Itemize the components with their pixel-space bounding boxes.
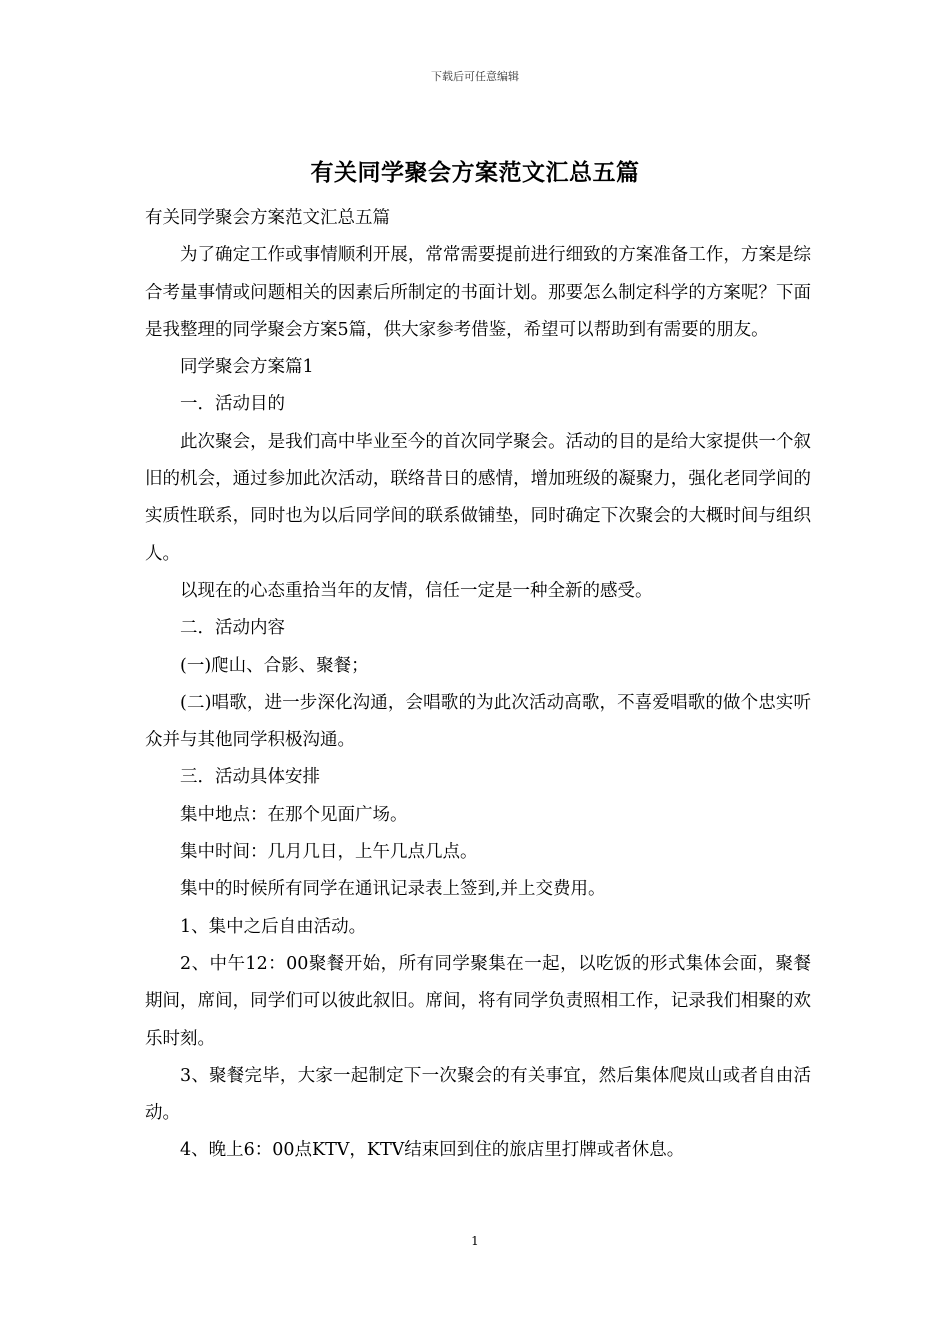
schedule-step-4: 4、晚上6：00点KTV，KTV结束回到住的旅店里打牌或者休息。 — [180, 1140, 685, 1161]
header-note: 下载后可任意编辑 — [431, 70, 519, 83]
paragraph-purpose: 此次聚会，是我们高中毕业至今的首次同学聚会。活动的目的是给大家提供一个叙旧的机会，通过参加此次活动，联络昔日的感情，增加班级的凝聚力，强化老同学间的实质性联系，同时也为以后同学间的联系做铺垫，同时确定下次聚会的大概时间与组织人。 — [145, 431, 811, 564]
subheading-schedule: 三．活动具体安排 — [180, 767, 320, 788]
paragraph-subtitle: 有关同学聚会方案范文汇总五篇 — [145, 208, 390, 228]
section-heading: 同学聚会方案篇1 — [180, 357, 314, 378]
paragraph-feeling: 以现在的心态重拾当年的友情，信任一定是一种全新的感受。 — [180, 580, 653, 601]
content-item-1: (一)爬山、合影、聚餐； — [180, 655, 369, 676]
schedule-location: 集中地点：在那个见面广场。 — [180, 804, 408, 825]
schedule-time: 集中时间：几月几日，上午几点几点。 — [180, 842, 478, 863]
schedule-step-3: 3、聚餐完毕，大家一起制定下一次聚会的有关事宜，然后集体爬岚山或者自由活动。 — [145, 1065, 811, 1124]
document-title: 有关同学聚会方案范文汇总五篇 — [310, 159, 640, 186]
paragraph-intro: 为了确定工作或事情顺利开展，常常需要提前进行细致的方案准备工作，方案是综合考量事情或问题相关的因素后所制定的书面计划。那要怎么制定科学的方案呢？下面是我整理的同学聚会方案5篇，供大家参考借鉴，希望可以帮助到有需要的朋友。 — [145, 245, 811, 340]
document-body — [145, 200, 811, 1170]
subheading-purpose: 一．活动目的 — [180, 394, 285, 415]
subheading-content: 二．活动内容 — [180, 618, 285, 639]
schedule-signin: 集中的时候所有同学在通讯记录表上签到,并上交费用。 — [180, 879, 606, 900]
schedule-step-1: 1、集中之后自由活动。 — [180, 916, 367, 937]
schedule-step-2: 2、中午12：00聚餐开始，所有同学聚集在一起，以吃饭的形式集体会面，聚餐期间，席间，同学们可以彼此叙旧。席间，将有同学负责照相工作，记录我们相聚的欢乐时刻。 — [145, 953, 811, 1049]
content-item-2: (二)唱歌，进一步深化沟通，会唱歌的为此次活动高歌，不喜爱唱歌的做个忠实听众并与其他同学积极沟通。 — [145, 692, 811, 751]
page-number: 1 — [471, 1234, 479, 1248]
